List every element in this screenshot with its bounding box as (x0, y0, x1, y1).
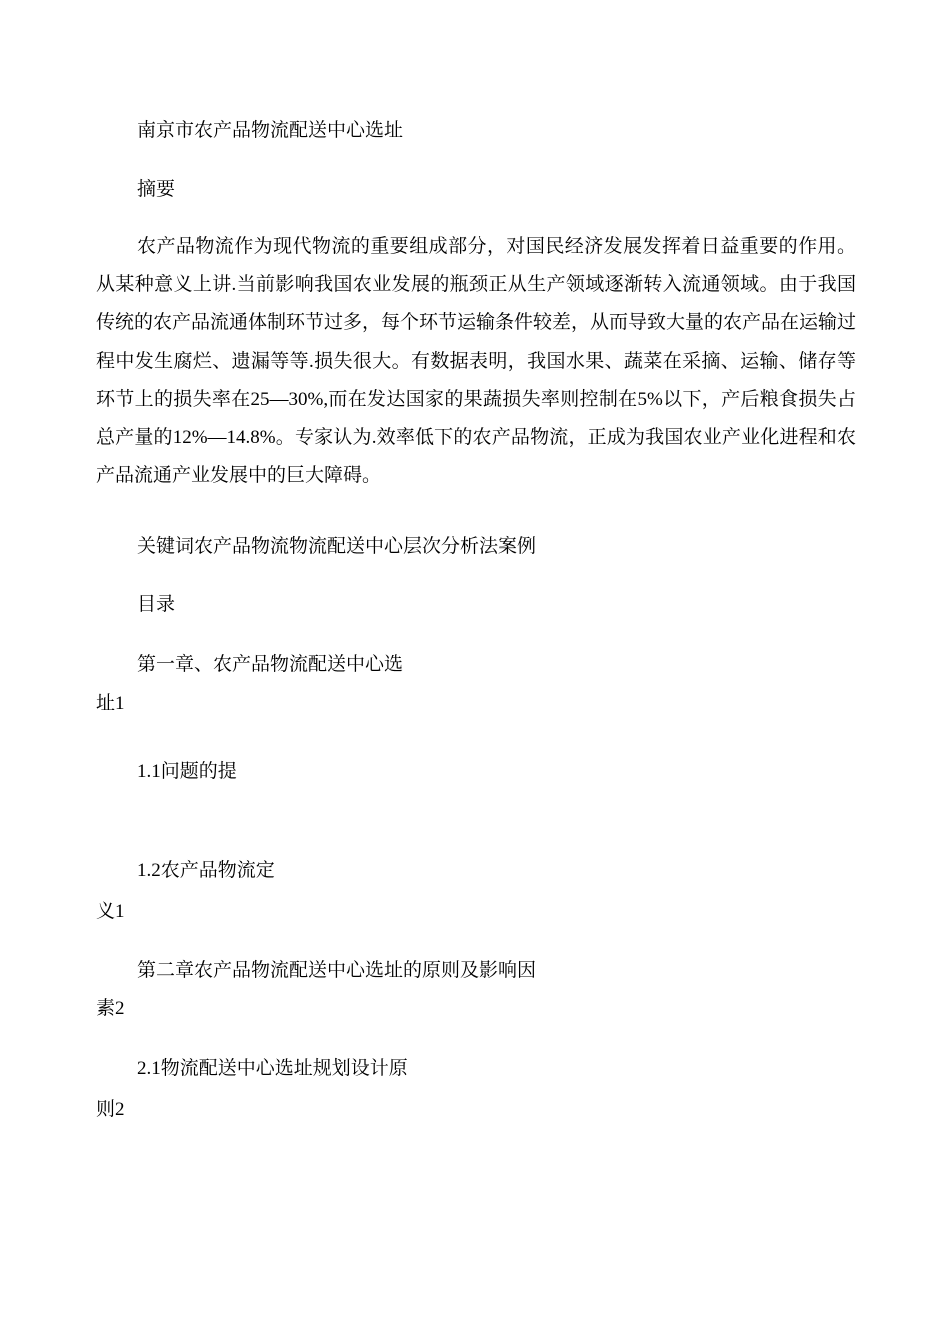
toc-entry-5-line1: 2.1物流配送中心选址规划设计原 (137, 1058, 408, 1079)
document-title: 南京市农产品物流配送中心选址 (137, 120, 404, 141)
toc-heading: 目录 (137, 594, 176, 615)
toc-entry-4-line1: 第二章农产品物流配送中心选址的原则及影响因 (137, 960, 537, 981)
abstract-heading: 摘要 (137, 179, 176, 200)
toc-entry-2-line1: 1.1问题的提 (137, 761, 237, 782)
toc-entry-3-line2: 义1 (96, 901, 125, 922)
toc-entry-4-line2: 素2 (96, 998, 125, 1019)
keywords-line: 关键词农产品物流物流配送中心层次分析法案例 (137, 536, 537, 557)
toc-entry-1-line1: 第一章、农产品物流配送中心选 (137, 654, 404, 675)
toc-entry-1-line2: 址1 (96, 693, 125, 714)
abstract-body: 农产品物流作为现代物流的重要组成部分，对国民经济发展发挥着日益重要的作用。从某种意义上讲.当前影响我国农业发展的瓶颈正从生产领域逐渐转入流通领域。由于我国传统的农产品流通体制环节过多，每个环节运输条件较差，从而导致大量的农产品在运输过程中发生腐烂、遗漏等等.损失很大。有数据表明，我国水果、蔬菜在采摘、运输、储存等环节上的损失率在25—30%,而在发达国家的果蔬损失率则控制在5%以下，产后粮食损失占总产量的12%—14.8%。专家认为.效率低下的农产品物流，正成为我国农业产业化进程和农产品流通产业发展中的巨大障碍。 (96, 236, 857, 487)
toc-entry-3-line1: 1.2农产品物流定 (137, 860, 275, 881)
toc-entry-5-line2: 则2 (96, 1099, 125, 1120)
